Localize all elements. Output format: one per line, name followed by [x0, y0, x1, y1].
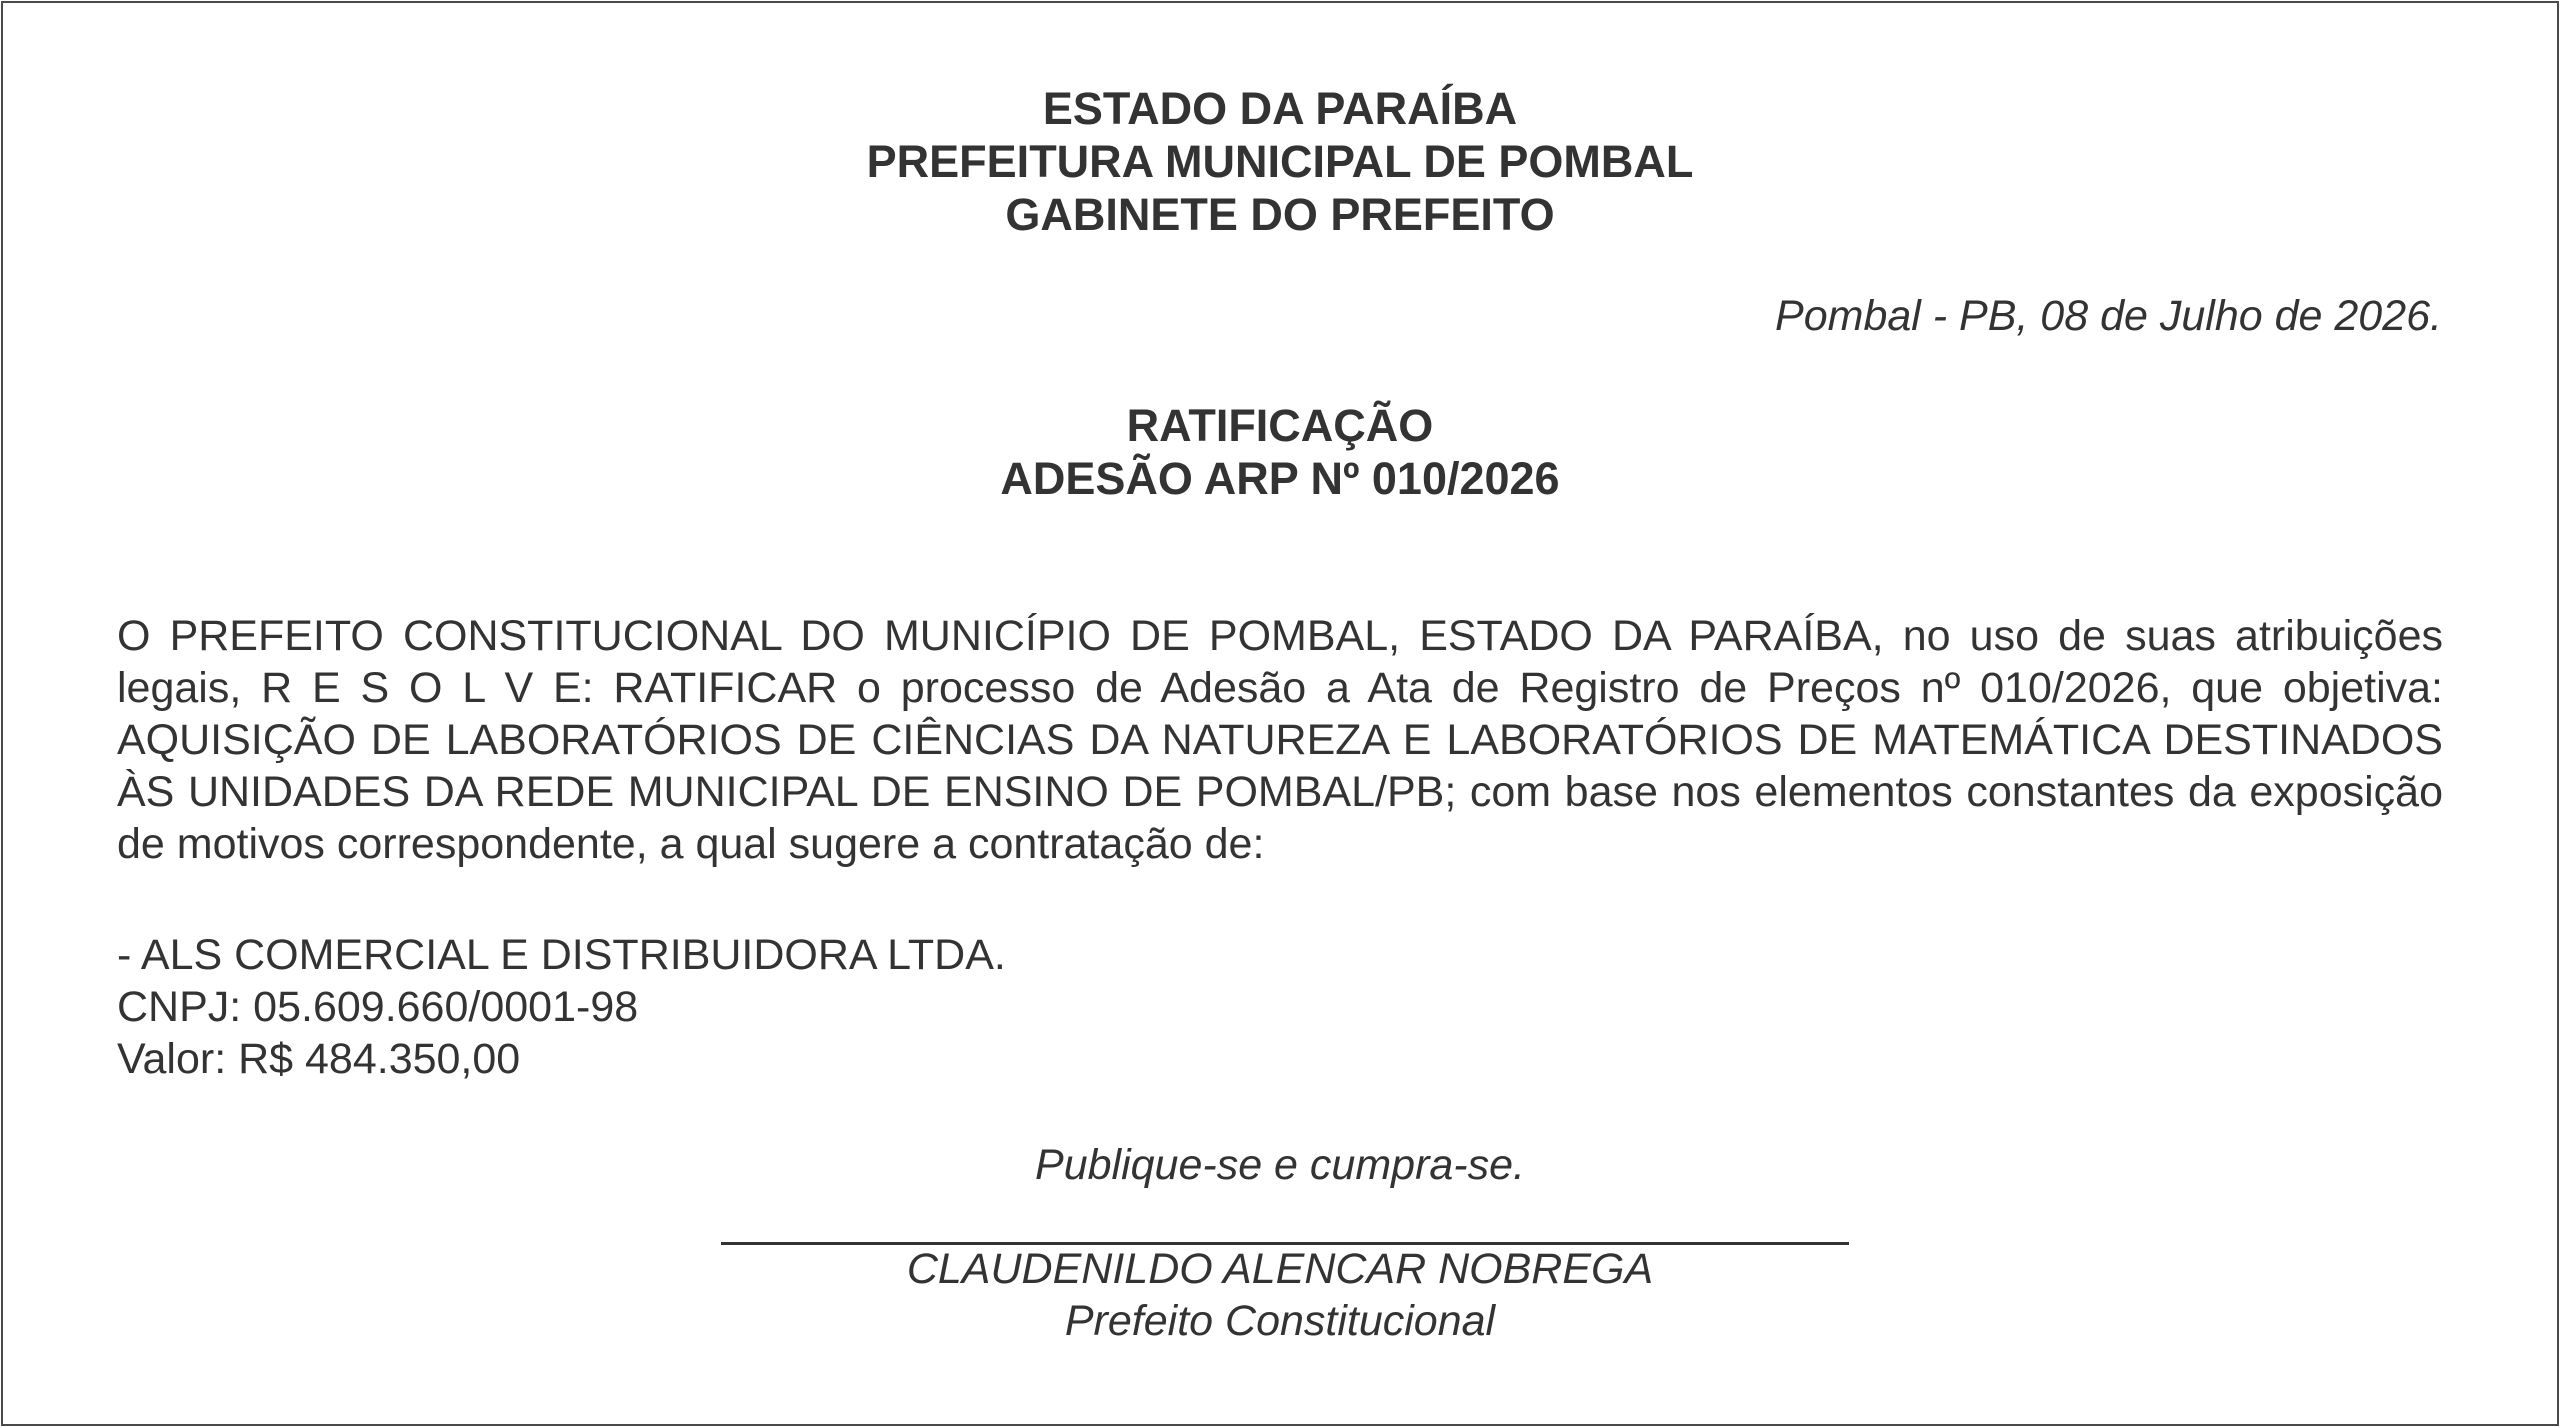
signature-block [0, 1243, 2560, 1347]
header-office: GABINETE DO PREFEITO [1005, 189, 1555, 240]
header-state: ESTADO DA PARAÍBA [1042, 83, 1518, 134]
document-header [0, 82, 2560, 241]
signatory-name: CLAUDENILDO ALENCAR NOBREGA [906, 1245, 1654, 1293]
title-ratification: RATIFICAÇÃO [1126, 400, 1434, 451]
signatory-role: Prefeito Constitucional [1064, 1297, 1496, 1345]
document-title [0, 399, 2560, 505]
document-date: Pombal - PB, 08 de Julho de 2026. [1775, 292, 2442, 340]
company-cnpj: CNPJ: 05.609.660/0001-98 [117, 983, 639, 1031]
company-value: Valor: R$ 484.350,00 [117, 1035, 521, 1083]
company-name: - ALS COMERCIAL E DISTRIBUIDORA LTDA. [117, 931, 1006, 979]
header-prefecture: PREFEITURA MUNICIPAL DE POMBAL [866, 136, 1694, 187]
title-arp-number: ADESÃO ARP Nº 010/2026 [1000, 453, 1560, 504]
company-details [117, 929, 1006, 1085]
body-paragraph: O PREFEITO CONSTITUCIONAL DO MUNICÍPIO DE POMBAL, ESTADO DA PARAÍBA, no uso de suas atribuições legais, R E S O L V E: RATIFICAR o processo de Adesão a Ata de Registro de Preços nº 010/2026, que objetiva: AQUISIÇÃO DE LABORATÓRIOS DE CIÊNCIAS DA NATUREZA E LABORATÓRIOS DE MATEMÁTICA DESTINADOS ÀS UNIDADES DA REDE MUNICIPAL DE ENSINO DE POMBAL/PB; com base nos elementos constantes da exposição de motivos correspondente, a qual sugere a contratação de: [117, 612, 2443, 868]
closing-statement: Publique-se e cumpra-se. [1035, 1141, 1525, 1189]
